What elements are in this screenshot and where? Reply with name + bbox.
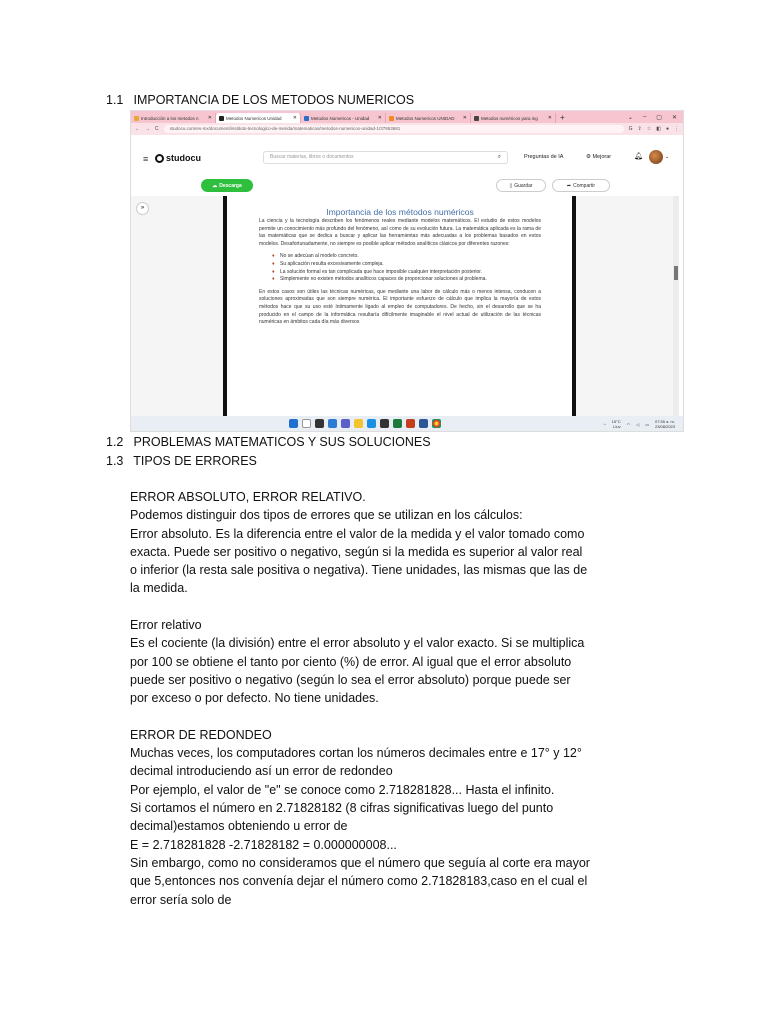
heading-text: IMPORTANCIA DE LOS METODOS NUMERICOS xyxy=(133,93,415,107)
tab-label: Metodos Numericos UNIDAD xyxy=(396,115,455,121)
close-window-icon[interactable]: ✕ xyxy=(671,114,677,121)
paragraph-rounding-error xyxy=(130,726,600,909)
line: puede ser positivo o negativo (según lo sea el error absoluto) porque puede ser xyxy=(130,672,571,687)
search-input[interactable] xyxy=(263,151,508,164)
weather-widget[interactable] xyxy=(612,419,621,429)
bookmark-icon: ▯ xyxy=(509,182,513,189)
document-page xyxy=(259,207,541,327)
share-page-icon[interactable]: ⇪ xyxy=(637,126,642,132)
line: la medida. xyxy=(130,581,188,596)
browser-tab-active[interactable] xyxy=(216,113,301,123)
clock[interactable] xyxy=(655,419,675,429)
line: Si cortamos el número en 2.71828182 (8 cifras significativas luego del punto xyxy=(130,801,554,816)
google-icon[interactable]: G xyxy=(628,126,633,132)
close-icon[interactable]: ✕ xyxy=(292,115,297,121)
tab-label: Metodos numéricos para ing xyxy=(481,115,538,121)
document-title: Importancia de los métodos numéricos xyxy=(326,207,474,217)
browser-tab[interactable] xyxy=(131,113,216,123)
tab-favicon-icon xyxy=(304,116,309,121)
studocu-logo-icon xyxy=(155,154,164,163)
windows-start-icon[interactable] xyxy=(289,419,298,428)
line: decimal introduciendo así un error de redondeo xyxy=(130,764,393,779)
chevron-up-icon[interactable]: ^ xyxy=(603,421,606,427)
list-item: ♦ No se adecúan al modelo concreto. xyxy=(272,253,541,261)
tab-favicon-icon xyxy=(474,116,479,121)
document-frame-left xyxy=(223,196,227,416)
browser-tab[interactable] xyxy=(301,113,386,123)
search-icon[interactable]: ⌕ xyxy=(497,154,501,160)
search-icon[interactable] xyxy=(302,419,311,428)
browser-tab[interactable] xyxy=(386,113,471,123)
wifi-icon[interactable]: ◠ xyxy=(626,421,631,427)
powerpoint-icon[interactable] xyxy=(406,419,415,428)
volume-icon[interactable]: ◁ xyxy=(636,421,640,427)
save-label: Guardar xyxy=(514,182,533,189)
edge-icon[interactable] xyxy=(367,419,376,428)
sidebar-icon[interactable]: ◧ xyxy=(656,126,661,132)
left-panel xyxy=(131,196,223,416)
address-bar xyxy=(131,123,683,135)
task-view-icon[interactable] xyxy=(315,419,324,428)
excel-icon[interactable] xyxy=(393,419,402,428)
list-item: ♦ Simplemente no existen métodos analíticos capaces de proporcionar soluciones al problema. xyxy=(272,276,541,284)
file-explorer-icon[interactable] xyxy=(354,419,363,428)
url-field[interactable]: studocu.com/es-mx/document/instituto-tecnologico-de-merida/matematicas/metodos-numericos-unidad-1/37863681 xyxy=(164,125,624,133)
tab-favicon-icon xyxy=(219,116,224,121)
reload-icon[interactable]: C xyxy=(155,126,159,132)
clock-time: 07:55 a. m. xyxy=(654,419,675,424)
clock-date: 23/08/2023 xyxy=(654,424,675,429)
tab-label: Metodos Numericos - Unidad xyxy=(311,115,370,121)
maximize-icon[interactable]: ▢ xyxy=(656,114,662,121)
browser-tab-bar xyxy=(131,111,683,123)
line: Por ejemplo, el valor de "e" se conoce como 2.718281828... Hasta el infinito. xyxy=(130,782,555,797)
line: Muchas veces, los computadores cortan los números decimales entre e 17° y 12° xyxy=(130,746,582,761)
back-icon[interactable]: ← xyxy=(135,126,140,132)
line: Sin embargo, como no consideramos que el número que seguía al corte era mayor xyxy=(130,855,590,870)
list-item: ♦ Su aplicación resulta excesivamente compleja. xyxy=(272,261,541,269)
avatar[interactable] xyxy=(649,150,663,164)
close-icon[interactable]: ✕ xyxy=(462,115,467,121)
paragraph-absolute-error xyxy=(130,488,600,598)
windows-taskbar xyxy=(131,416,683,432)
search-placeholder: Buscar materias, libros o documentos xyxy=(270,154,354,160)
notification-bell-icon[interactable]: 🔔︎ xyxy=(634,153,643,160)
heading-1-1 xyxy=(106,93,414,107)
widgets-icon[interactable] xyxy=(328,419,337,428)
right-gutter xyxy=(576,196,676,416)
chat-icon[interactable] xyxy=(341,419,350,428)
line: ERROR DE REDONDEO xyxy=(130,727,272,742)
heading-number: 1.2 xyxy=(106,435,124,449)
share-label: Compartir xyxy=(573,182,596,189)
more-icon[interactable]: ⋮ xyxy=(674,126,679,132)
scrollbar-track[interactable] xyxy=(673,196,679,416)
document-intro: La ciencia y la tecnología describen los fenómenos reales mediante modelos matemáticos. El estudio de estos modelos permite un conocimiento más profundo del fenómeno, así como de su evolución futura. La matemática aplicada es la rama de las matemáticas que se dedica a buscar y aplicar las herramientas más adecuadas a los problemas basados en estos modelos. Desafortunadamente, no siempre es posible aplicar métodos analíticos clásicos por diferentes razones: xyxy=(259,218,541,247)
line: error sería solo de xyxy=(130,892,232,907)
tab-favicon-icon xyxy=(134,116,139,121)
upgrade-icon: ⚙ xyxy=(586,154,591,160)
line: Podemos distinguir dos tipos de errores que se utilizan en los cálculos: xyxy=(130,508,523,523)
line: Error relativo xyxy=(130,618,202,633)
heading-text: PROBLEMAS MATEMATICOS Y SUS SOLUCIONES xyxy=(133,435,431,449)
document-bullet-list xyxy=(272,253,541,283)
line: Es el cociente (la división) entre el error absoluto y el valor exacto. Si se multiplica xyxy=(130,636,585,651)
scrollbar-thumb[interactable] xyxy=(674,266,678,280)
system-tray xyxy=(604,419,675,429)
taskbar-icons xyxy=(289,419,441,428)
paragraph-relative-error xyxy=(130,616,600,707)
word-icon[interactable] xyxy=(419,419,428,428)
line: decimal)estamos obteniendo u error de xyxy=(130,819,348,834)
embedded-screenshot xyxy=(130,110,684,432)
heading-number: 1.1 xyxy=(106,93,124,107)
weather-label: Lluv xyxy=(613,424,621,429)
profile-icon[interactable]: ● xyxy=(665,126,669,132)
line: ERROR ABSOLUTO, ERROR RELATIVO. xyxy=(130,490,366,504)
improve-link[interactable] xyxy=(586,154,611,160)
store-icon[interactable] xyxy=(380,419,389,428)
chrome-icon[interactable] xyxy=(432,419,441,428)
tab-label: Introducción a los metodos n xyxy=(141,115,199,121)
logo-text: studocu xyxy=(166,153,201,163)
download-label: Descarga xyxy=(219,182,242,189)
cloud-download-icon: ☁ xyxy=(212,182,218,189)
document-frame-right xyxy=(572,196,576,416)
heading-text: TIPOS DE ERRORES xyxy=(133,454,257,468)
save-button[interactable] xyxy=(496,179,546,192)
close-icon[interactable]: ✕ xyxy=(377,115,382,121)
line: por exceso o por defecto. No tiene unidades. xyxy=(130,691,379,706)
tab-favicon-icon xyxy=(389,116,394,121)
star-icon[interactable]: ☆ xyxy=(646,126,652,132)
document-outro: En estos casos son útiles las técnicas numéricas, que mediante una labor de cálculo más o menos intensa, conducen a soluciones aproximadas que son siempre numérica. El importante esfuerzo de cálculo que implica la mayoría de estos métodos hace que su uso esté íntimamente ligado al empleo de computadores. De hecho, sin el desarrollo que se ha producido en el campo de la informática resultaría difícilmente imaginable el nivel actual de utilización de las técnicas numéricas en ámbitos cada día más diversos xyxy=(259,288,541,326)
expand-sidebar-icon[interactable]: » xyxy=(136,202,149,215)
line: que 5,entonces nos convenía dejar el número como 2.71828183,caso en el cual el xyxy=(130,874,588,889)
minimize-icon[interactable]: – xyxy=(642,113,647,120)
download-button[interactable] xyxy=(201,179,253,192)
ai-questions-link[interactable]: Preguntas de IA xyxy=(524,154,564,160)
line: por 100 se obtiene el tanto por ciento (%) de error. Al igual que el error absoluto xyxy=(130,654,572,669)
battery-icon[interactable]: ▭ xyxy=(645,421,649,427)
heading-1-3 xyxy=(106,454,257,468)
forward-icon[interactable]: → xyxy=(145,126,150,132)
line: o inferior (la resta sale positiva o negativa). Tiene unidades, las mismas que las de xyxy=(130,563,588,578)
line: Error absoluto. Es la diferencia entre el valor de la medida y el valor tomado como xyxy=(130,526,585,541)
heading-number: 1.3 xyxy=(106,454,124,468)
new-tab-icon[interactable]: + xyxy=(560,112,565,122)
line: E = 2.718281828 -2.71828182 = 0.000000008... xyxy=(130,837,397,852)
browser-tab[interactable] xyxy=(471,113,556,123)
tab-label: Metodos Numericos Unidad xyxy=(226,115,282,121)
close-icon[interactable]: ✕ xyxy=(207,115,212,121)
weather-temp: 15°C xyxy=(611,419,621,424)
window-controls xyxy=(628,114,683,121)
chevron-down-icon[interactable]: ⌄ xyxy=(665,154,670,160)
line: exacta. Puede ser positivo o negativo, según si la medida es superior al valor real xyxy=(130,544,583,559)
body-text xyxy=(130,488,600,927)
share-button[interactable] xyxy=(552,179,610,192)
improve-label: Mejorar xyxy=(592,154,612,160)
heading-1-2 xyxy=(106,435,431,449)
close-icon[interactable]: ✕ xyxy=(547,115,552,121)
list-item: ♦ La solución formal es tan complicada que hace imposible cualquier interpretación posterior. xyxy=(272,269,541,277)
address-bar-icons xyxy=(629,126,679,132)
studocu-logo[interactable] xyxy=(155,153,201,163)
hamburger-menu-icon[interactable]: ≡ xyxy=(143,154,149,164)
share-arrow-icon: ➦ xyxy=(566,182,572,189)
chevron-down-icon[interactable]: ⌄ xyxy=(627,114,633,121)
